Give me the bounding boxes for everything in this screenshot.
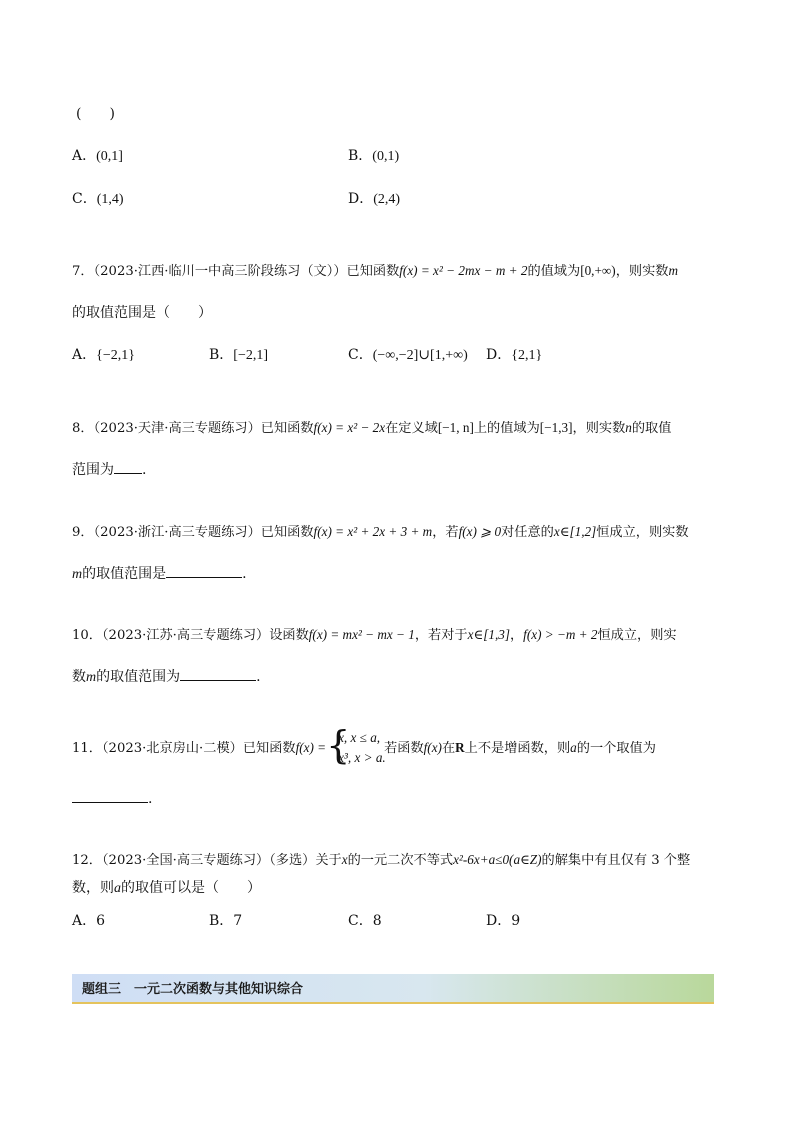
section-banner-title: 题组三 一元二次函数与其他知识综合 — [82, 982, 304, 997]
q12-option-d[interactable]: D．9 — [486, 913, 521, 929]
q7-option-a[interactable]: A．{−2,1} — [72, 347, 135, 363]
q12-stem-line2: 数，则a的取值可以是（ ） — [72, 880, 261, 896]
q12-option-c[interactable]: C．8 — [348, 913, 382, 929]
q7-option-b[interactable]: B．[−2,1] — [209, 347, 269, 363]
q10-stem-line2: 数m的取值范围为 . — [72, 666, 261, 688]
q11-stem-line2: . — [72, 788, 152, 809]
q7-stem-line2: 的取值范围是（ ） — [72, 305, 212, 321]
q12-option-b[interactable]: B．7 — [209, 913, 243, 929]
q8-answer-blank[interactable] — [114, 459, 142, 474]
q7-stem: 7．（2023·江西·临川一中高三阶段练习（文））已知函数f(x) = x² − 2mx − m + 2的值域为[0,+∞)，则实数m — [72, 263, 678, 279]
q10-answer-blank[interactable] — [180, 666, 256, 681]
q9-stem-line2: m的取值范围是 . — [72, 563, 247, 585]
q12-stem: 12．（2023·全国·高三专题练习）（多选）关于x的一元二次不等式x²-6x+a≤0(a∈Z)的解集中有且仅有 3 个整 — [72, 852, 691, 868]
q12-option-a[interactable]: A．6 — [72, 913, 106, 929]
answer-paren: ( ) — [76, 106, 115, 122]
q7-option-c[interactable]: C．(−∞,−2]∪[1,+∞) — [348, 347, 468, 363]
q7-option-d[interactable]: D．{2,1} — [486, 347, 543, 363]
q10-stem: 10．（2023·江苏·高三专题练习）设函数f(x) = mx² − mx − 1，若对于x∈[1,3]，f(x) > −m + 2恒成立，则实 — [72, 627, 677, 643]
section-banner — [72, 974, 714, 1004]
q9-answer-blank[interactable] — [166, 563, 242, 578]
q6-option-a[interactable]: A．(0,1] — [72, 148, 123, 164]
q8-stem: 8．（2023·天津·高三专题练习）已知函数f(x) = x² − 2x在定义域[−1, n]上的值域为[−1,3]，则实数n的取值 — [72, 420, 672, 436]
left-brace-icon: { — [326, 722, 351, 767]
q6-option-c[interactable]: C．(1,4) — [72, 191, 124, 207]
q11-piecewise: { x, x ≤ a, x³, x > a. — [326, 722, 386, 767]
q11-answer-blank[interactable] — [72, 788, 148, 803]
q8-stem-line2: 范围为 . — [72, 459, 146, 480]
q9-stem: 9．（2023·浙江·高三专题练习）已知函数f(x) = x² + 2x + 3 + m，若f(x) ⩾ 0对任意的x∈[1,2]恒成立，则实数 — [72, 524, 689, 540]
q6-option-b[interactable]: B．(0,1) — [348, 148, 400, 164]
q6-option-d[interactable]: D．(2,4) — [348, 191, 401, 207]
q11-stem: 11．（2023·北京房山·二模）已知函数f(x) = { x, x ≤ a, x³, x > a. 若函数f(x)在R上不是增函数，则a的一个取值为 — [72, 722, 656, 767]
